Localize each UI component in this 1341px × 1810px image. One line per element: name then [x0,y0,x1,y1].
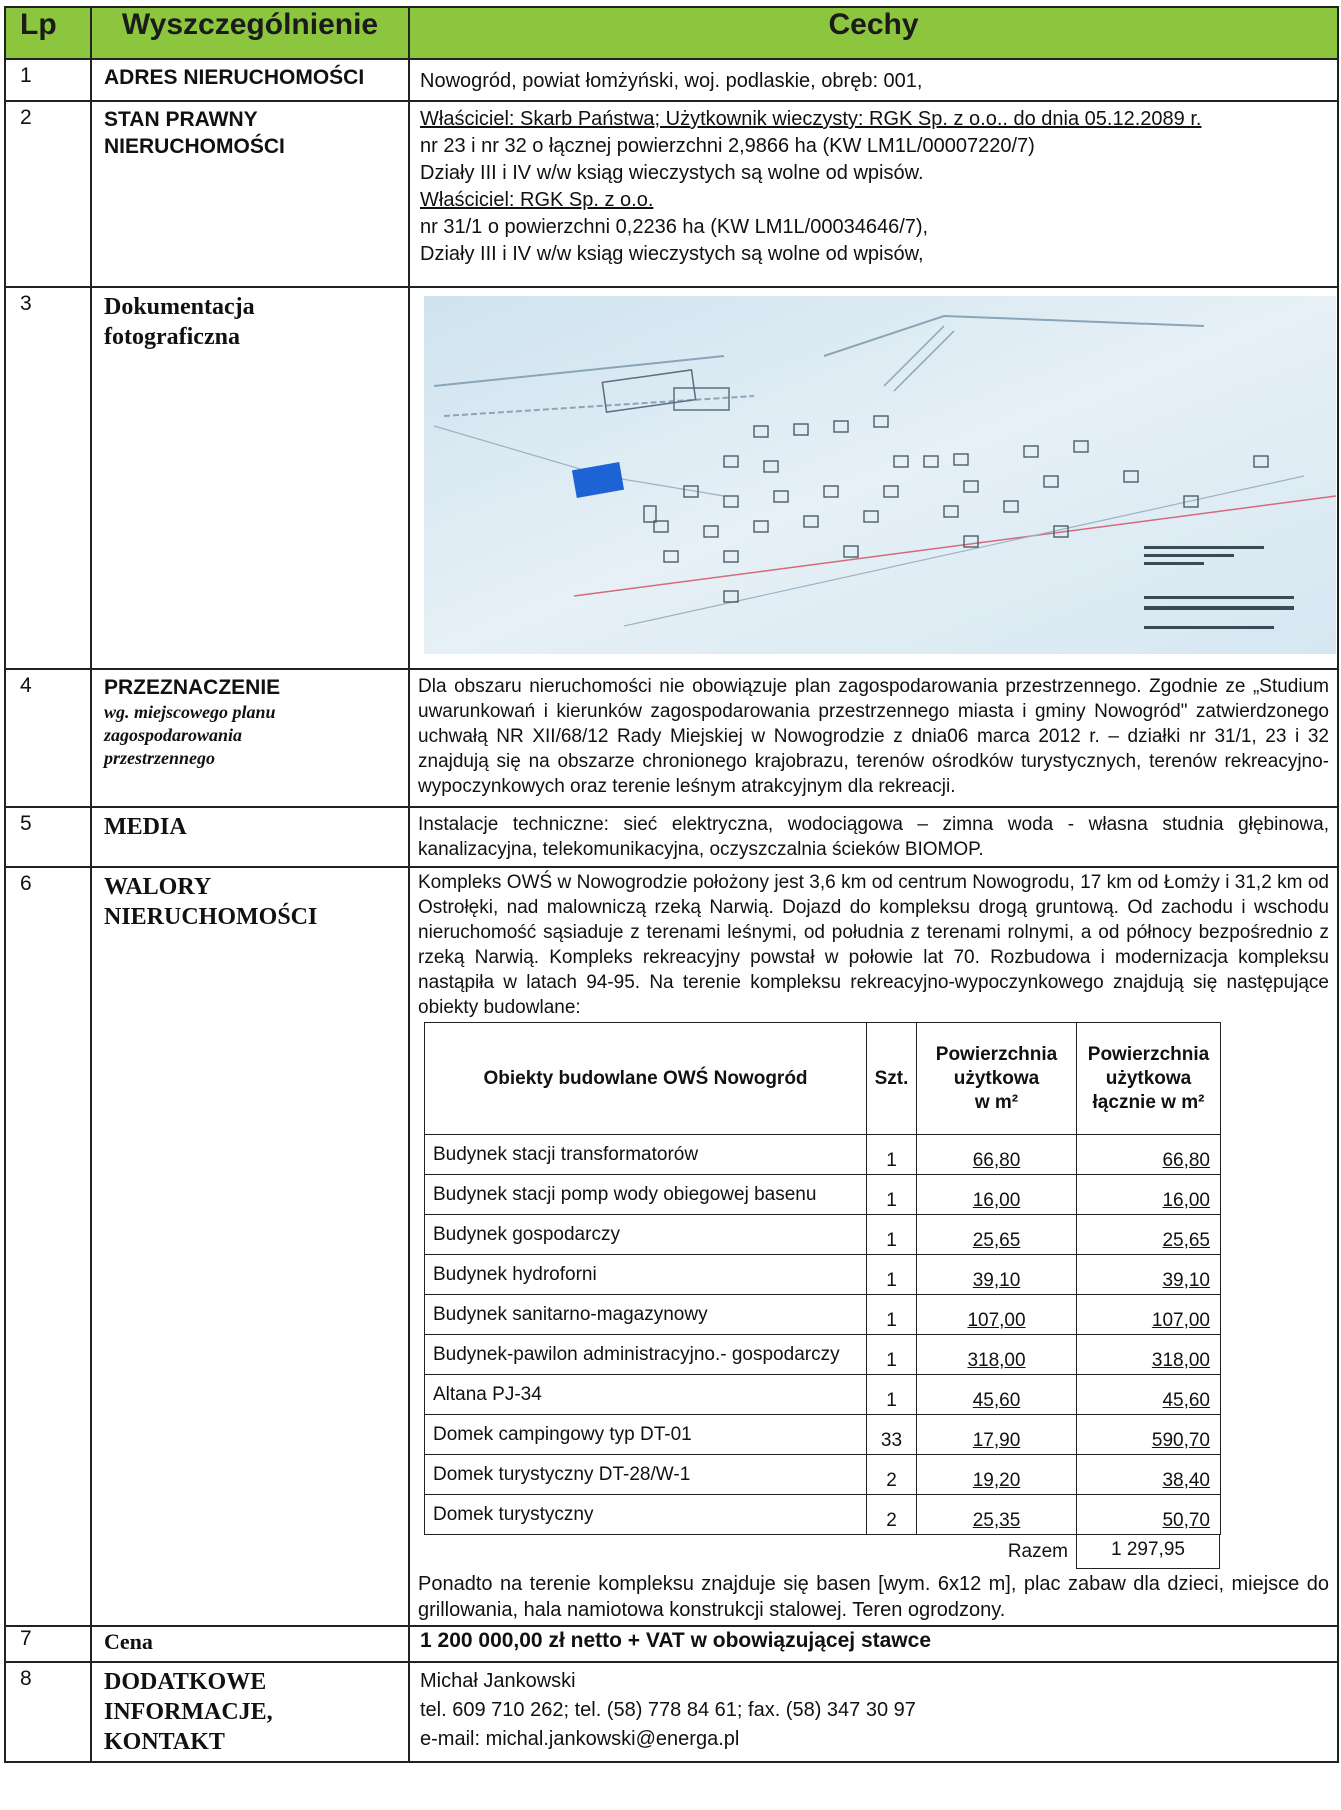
building-row [425,1215,1221,1255]
building-row [425,1415,1221,1455]
row-label: MEDIA [91,807,409,867]
building-name: Domek turystyczny [425,1495,867,1535]
parcel-line: nr 31/1 o powierzchni 0,2236 ha (KW LM1L/00034646/7), [420,216,929,238]
building-area: 318,00 [917,1335,1077,1375]
building-total-area: 50,70 [1077,1495,1221,1535]
building-count: 1 [867,1175,917,1215]
building-area: 39,10 [917,1255,1077,1295]
building-total-area: 38,40 [1077,1455,1221,1495]
building-total-area: 66,80 [1077,1135,1221,1175]
building-name: Domek campingowy typ DT-01 [425,1415,867,1455]
label-line: KONTAKT [104,1729,225,1755]
building-row [425,1375,1221,1415]
header-line: użytkowa [953,1067,1040,1089]
building-name: Budynek stacji pomp wody obiegowej basenu [425,1175,867,1215]
building-row [425,1175,1221,1215]
col-header-count: Szt. [867,1023,917,1135]
label-sub: przestrzennego [104,748,216,768]
header-line: łącznie w m² [1092,1091,1205,1113]
building-total-area: 318,00 [1077,1335,1221,1375]
building-total-area: 16,00 [1077,1175,1221,1215]
col-header-total-area [1077,1023,1221,1135]
buildings-header-row [425,1023,1221,1135]
table-header-row [5,7,1338,59]
media-text: Instalacje techniczne: sieć elektryczna, wodociągowa – zimna woda - własna studnia głębinowa, kanalizacyjna, telekomunikacyjna, oczyszczalnia ścieków BIOMOP. [409,807,1338,867]
row-label [91,669,409,807]
building-count: 2 [867,1455,917,1495]
table-row [5,1662,1338,1762]
label-line: fotograficzna [104,324,240,350]
col-header-area [917,1023,1077,1135]
building-count: 33 [867,1415,917,1455]
document-page [4,0,1337,1810]
label-line: INFORMACJE, [104,1699,273,1725]
contact-cell [409,1662,1338,1762]
building-name: Budynek stacji transformatorów [425,1135,867,1175]
row-label: ADRES NIERUCHOMOŚCI [91,59,409,101]
building-count: 2 [867,1495,917,1535]
row-number: 8 [5,1662,91,1762]
building-row [425,1335,1221,1375]
parcel-line: nr 23 i nr 32 o łącznej powierzchni 2,9866 ha (KW LM1L/00007220/7) [420,135,1035,157]
header-features: Cechy [409,7,1338,59]
building-row [425,1295,1221,1335]
row-label [91,867,409,1626]
address-text: Nowogród, powiat łomżyński, woj. podlaskie, obręb: 001, [409,59,1338,101]
label-line: NIERUCHOMOŚCI [104,904,318,930]
label-line: DODATKOWE [104,1669,267,1695]
row-number: 4 [5,669,91,807]
building-row [425,1135,1221,1175]
building-row [425,1455,1221,1495]
additional-facilities-text: Ponadto na terenie kompleksu znajduje się basen [wym. 6x12 m], plac zabaw dla dzieci, miejsce do grillowania, hala namiotowa konstrukcji stalowej. Teren ogrodzony. [418,1573,1329,1621]
label-line: PRZEZNACZENIE [104,676,281,699]
table-row [5,59,1338,101]
row-label [91,287,409,669]
buildings-table [424,1022,1221,1535]
row-label [91,1662,409,1762]
header-line: Powierzchnia [1087,1043,1210,1065]
legal-status-cell [409,101,1338,287]
row-number: 2 [5,101,91,287]
building-area: 25,35 [917,1495,1077,1535]
registry-line: Działy III i IV w/w ksiąg wieczystych są wolne od wpisów. [420,162,924,184]
building-count: 1 [867,1255,917,1295]
property-table [4,6,1339,1763]
owner-line: Właściciel: Skarb Państwa; Użytkownik wieczysty: RGK Sp. z o.o.. do dnia 05.12.2089 r. [420,108,1202,130]
building-name: Budynek-pawilon administracyjno.- gospodarczy [425,1335,867,1375]
row-label: Cena [91,1626,409,1662]
building-row [425,1255,1221,1295]
header-line: Powierzchnia [935,1043,1058,1065]
row-number: 5 [5,807,91,867]
site-map-image [424,296,1336,654]
header-line: użytkowa [1105,1067,1192,1089]
building-count: 1 [867,1375,917,1415]
total-label: Razem [1007,1541,1068,1562]
building-total-area: 39,10 [1077,1255,1221,1295]
building-count: 1 [867,1335,917,1375]
building-name: Domek turystyczny DT-28/W-1 [425,1455,867,1495]
building-count: 1 [867,1295,917,1335]
building-area: 66,80 [917,1135,1077,1175]
header-description: Wyszczególnienie [91,7,409,59]
photo-cell [409,287,1338,669]
total-value: 1 297,95 [1076,1535,1220,1569]
zoning-text: Dla obszaru nieruchomości nie obowiązuje plan zagospodarowania przestrzennego. Zgodnie ze „Studium uwarunkowań i kierunków zagospodarowania przestrzennego miasta i gminy Nowogród" zatwierdzonego uchwałą NR XII/68/12 Rady Miejskiej w Nowogrodzie z dnia06 marca 2012 r. – działki nr 31/1, 23 i 32 znajdują się na obszarze chronionego krajobrazu, terenów ośrodków turystycznych, terenów rekreacyjno-wypoczynkowych oraz terenie leśnym atrakcyjnym dla rekreacji. [409,669,1338,807]
building-area: 16,00 [917,1175,1077,1215]
label-line: NIERUCHOMOŚCI [104,135,285,158]
property-values-cell [409,867,1338,1626]
row-number: 1 [5,59,91,101]
building-count: 1 [867,1135,917,1175]
owner-line: Właściciel: RGK Sp. z o.o. [420,189,654,211]
building-area: 19,20 [917,1455,1077,1495]
building-row [425,1495,1221,1535]
building-area: 17,90 [917,1415,1077,1455]
building-name: Budynek sanitarno-magazynowy [425,1295,867,1335]
building-total-area: 45,60 [1077,1375,1221,1415]
building-name: Budynek hydroforni [425,1255,867,1295]
building-area: 45,60 [917,1375,1077,1415]
row-number: 3 [5,287,91,669]
building-total-area: 590,70 [1077,1415,1221,1455]
table-row [5,669,1338,807]
contact-name: Michał Jankowski [420,1670,576,1692]
table-row [5,867,1338,1626]
building-total-area: 107,00 [1077,1295,1221,1335]
table-row [5,807,1338,867]
building-count: 1 [867,1215,917,1255]
total-row [424,1535,1220,1569]
label-sub: zagospodarowania [104,725,243,745]
building-area: 107,00 [917,1295,1077,1335]
row-label [91,101,409,287]
header-line: w m² [974,1091,1019,1113]
contact-email[interactable]: e-mail: michal.jankowski@energa.pl [420,1728,740,1750]
building-area: 25,65 [917,1215,1077,1255]
location-text: Kompleks OWŚ w Nowogrodzie położony jest 3,6 km od centrum Nowogrodu, 17 km od Łomży i 31,2 km od Ostrołęki, nad malowniczą rzeką Narwią. Dojazd do kompleksu drogą gruntową. Od zachodu i wschodu nieruchomość sąsiaduje z terenami leśnymi, od południa z terenami rolnymi, a od północy bezpośrednio z rzeką Narwią. Kompleks rekreacyjny powstał w połowie lat 70. Rozbudowa i modernizacja kompleksu nastąpiła w latach 94-95. Na terenie kompleksu rekreacyjno-wypoczynkowego znajdują się następujące obiekty budowlane: [418,872,1329,1018]
registry-line: Działy III i IV w/w ksiąg wieczystych są wolne od wpisów, [420,243,924,265]
building-name: Budynek gospodarczy [425,1215,867,1255]
table-row [5,101,1338,287]
building-name: Altana PJ-34 [425,1375,867,1415]
label-line: Dokumentacja [104,294,255,320]
table-row [5,287,1338,669]
contact-phones: tel. 609 710 262; tel. (58) 778 84 61; fax. (58) 347 30 97 [420,1699,916,1721]
price-text: 1 200 000,00 zł netto + VAT w obowiązującej stawce [409,1626,1338,1662]
label-line: WALORY [104,874,212,900]
header-lp: Lp [5,7,91,59]
building-total-area: 25,65 [1077,1215,1221,1255]
col-header-name: Obiekty budowlane OWŚ Nowogród [425,1023,867,1135]
table-row [5,1626,1338,1662]
label-line: STAN PRAWNY [104,108,258,131]
label-sub: wg. miejscowego planu [104,702,276,722]
row-number: 7 [5,1626,91,1662]
row-number: 6 [5,867,91,1626]
